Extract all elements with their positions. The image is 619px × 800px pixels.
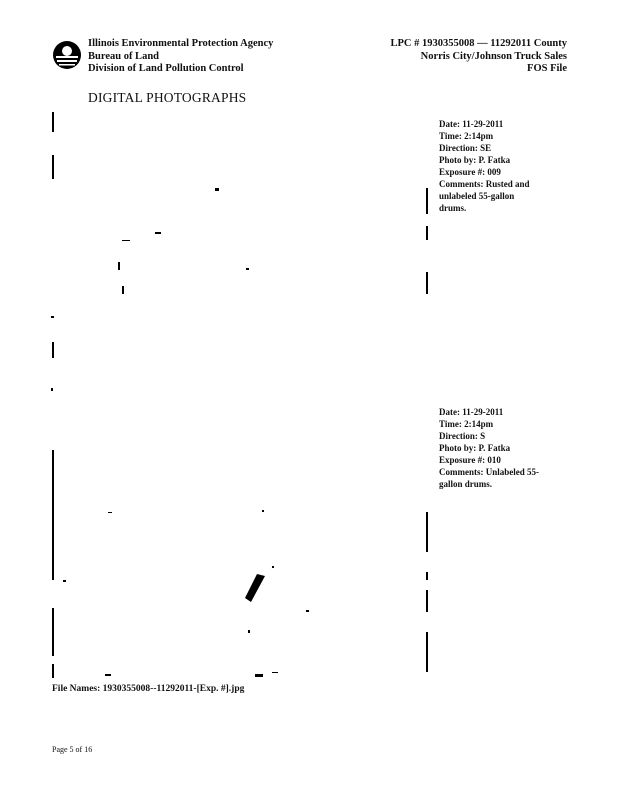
document-title: DIGITAL PHOTOGRAPHS [88, 90, 247, 105]
scan-speck [51, 316, 54, 318]
photo-frame-mark [426, 590, 428, 612]
photo-time: Time: 2:14pm [439, 131, 494, 141]
scan-speck [105, 674, 111, 676]
scan-speck [108, 512, 112, 513]
photo-frame-mark [426, 512, 428, 552]
photo-2-details [439, 406, 559, 490]
photo-frame-mark [52, 608, 54, 656]
iepa-seal-logo [52, 40, 82, 70]
scan-speck [215, 188, 219, 191]
scan-speck [262, 510, 264, 512]
photo-exposure: Exposure #: 009 [439, 167, 501, 177]
photo-time: Time: 2:14pm [439, 419, 494, 429]
page-number: Page 5 of 16 [52, 745, 93, 754]
photo-date: Date: 11-29-2011 [439, 119, 504, 129]
scan-speck [118, 262, 120, 270]
bureau-name: Bureau of Land [88, 50, 159, 62]
site-name: Norris City/Johnson Truck Sales [420, 50, 567, 62]
photo-comments: drums. [439, 203, 467, 213]
file-names: File Names: 1930355008--11292011-[Exp. #].jpg [52, 684, 245, 694]
division-name: Division of Land Pollution Control [88, 63, 244, 74]
scan-speck [51, 388, 53, 391]
photo-frame-mark [426, 632, 428, 672]
photo-frame-mark [426, 226, 428, 240]
file-type: FOS File [527, 63, 567, 74]
photo-direction: Direction: SE [439, 143, 492, 153]
photo-frame-mark [52, 155, 54, 179]
agency-name: Illinois Environmental Protection Agency [88, 38, 274, 49]
photo-frame-mark [52, 342, 54, 358]
photo-frame-mark [52, 112, 54, 132]
scan-speck [63, 580, 66, 582]
scan-speck [155, 232, 161, 234]
lpc-number: LPC # 1930355008 — 11292011 County [390, 38, 567, 49]
photo-frame-mark [426, 188, 428, 214]
photo-frame-mark [52, 450, 54, 580]
scan-speck [122, 286, 124, 294]
reference-block [391, 38, 567, 76]
photo-comments: Comments: Unlabeled 55- [439, 467, 539, 477]
photo-date: Date: 11-29-2011 [439, 407, 504, 417]
photo-comments: unlabeled 55-gallon [439, 191, 515, 201]
photo-frame-mark [426, 272, 428, 294]
photo-comments: Comments: Rusted and [439, 179, 530, 189]
scan-speck [306, 610, 309, 612]
photo-comments: gallon drums. [439, 479, 493, 489]
photo-direction: Direction: S [439, 431, 486, 441]
photo-photographer: Photo by: P. Fatka [439, 443, 511, 453]
scan-blot [243, 574, 267, 602]
scan-speck [255, 674, 263, 677]
scan-speck [248, 630, 250, 633]
photo-1-details [439, 118, 559, 214]
photo-frame-mark [426, 572, 428, 580]
scan-speck [272, 566, 274, 568]
scan-speck [272, 672, 278, 673]
photo-exposure: Exposure #: 010 [439, 455, 501, 465]
photo-photographer: Photo by: P. Fatka [439, 155, 511, 165]
scan-speck [246, 268, 249, 270]
scan-speck [122, 240, 130, 241]
photo-frame-mark [52, 664, 54, 678]
agency-block [88, 38, 273, 76]
